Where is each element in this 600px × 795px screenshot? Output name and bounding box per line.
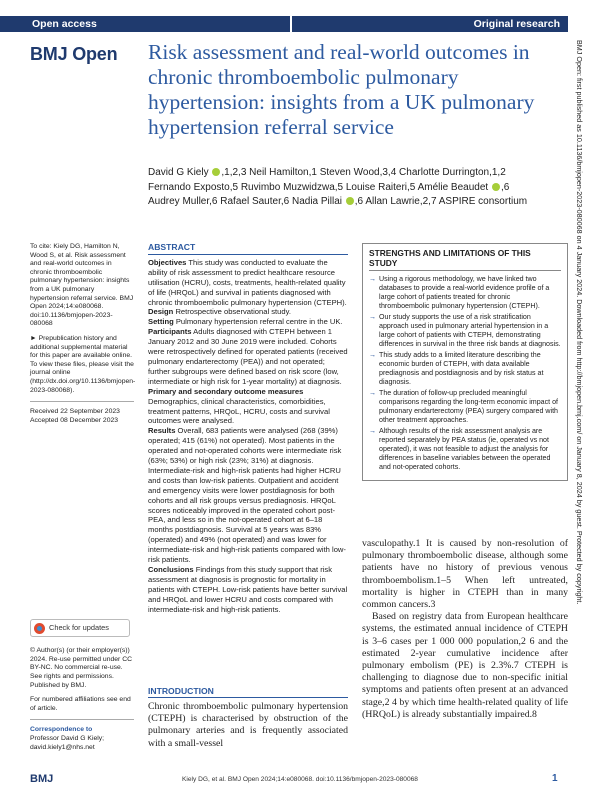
page-footer	[0, 770, 600, 792]
body-text-column	[362, 538, 568, 721]
abstract-heading: ABSTRACT	[148, 243, 348, 255]
objectives-label: Objectives	[148, 257, 187, 267]
abstract-design	[148, 307, 348, 317]
participants-label: Participants	[148, 327, 192, 337]
cite-info: To cite: Kiely DG, Hamilton N, Wood S, et al. Risk assessment and real-world outcomes in chronic thromboembolic pulmonary hypertension: insights from a UK pulmonary hypertension referral service. BMJ Open 2024;14:e080068. doi:10.1136/bmjopen-2023-080068	[30, 243, 134, 328]
open-access-label: Open access	[0, 16, 290, 32]
vertical-citation-text: BMJ Open: first published as 10.1136/bmjopen-2023-080068 on 4 January 2024. Downloaded from http://bmjopen.bmj.com/ on January 8, 2024 by guest. Protected by copyright.	[575, 40, 584, 605]
conclusions-text: Findings from this study support that risk assessment at diagnosis is prognostic for mortality in patients with CTEPH. Low-risk patients have better survival and HRQoL and lower HCRU and costs compared with intermediate-risk and high-risk patients.	[148, 565, 348, 614]
prepub-note: ► Prepublication history and additional supplemental material for this paper are available online. To view these files, please visit the journal online (http://dx.doi.org/10.1136/bmjopen-2023-080068).	[30, 334, 136, 394]
design-label: Design	[148, 307, 174, 317]
strengths-list	[369, 275, 561, 472]
list-item: → Using a rigorous methodology, we have linked two databases to provide a real-world evidence profile of a large cohort of patients treated for chronic thromboembolic pulmonary hypertension (CTEPH).	[369, 275, 561, 311]
abstract-results	[148, 426, 348, 565]
strengths-heading: STRENGTHS AND LIMITATIONS OF THIS STUDY	[369, 248, 561, 271]
list-item: → Although results of the risk assessment analysis are reported separately by PEA status (ie, operated vs not operated), it was not feasible to adjust the analysis for differences in baseline variables between the operated and not-operated cohorts.	[369, 427, 561, 472]
top-bar	[0, 0, 600, 34]
introduction-text: Chronic thromboembolic pulmonary hypertension (CTEPH) is characterised by obstruction of the pulmonary arteries and is frequently associated with a small-vessel	[148, 701, 348, 749]
setting-label: Setting	[148, 317, 174, 327]
conclusions-label: Conclusions	[148, 565, 194, 574]
measures-text: Demographics, clinical characteristics, comorbidities, treatment patterns, HRQoL, HCRU, costs and survival outcomes were analysed.	[148, 396, 330, 426]
participants-text: Adults diagnosed with CTEPH between 1 January 2012 and 30 June 2019 were included. Cohorts were retrospectively defined for operated patients (received pulmonary endarterectomy (PEA)) and not operated; further subgroups were defined based on risk score (low, intermediate or high risk for 1-year mortality) at diagnosis.	[148, 327, 348, 386]
sidebar-divider	[30, 401, 134, 402]
author-line-2-rest: ,6	[500, 181, 510, 193]
strengths-limitations-box	[362, 243, 568, 481]
results-text: Overall, 683 patients were analysed (268 (39%) operated; 415 (61%) not operated). Most patients in the operated and not-operated cohorts were intermediate risk (63%; 53%) or high risk (23%; 31%) at diagnosis. Intermediate-risk and high-risk patients had higher HCRU and costs than low-risk patients. Outpatient and accident and emergency visits were lower postdiagnosis for both cohorts and all risk groups versus prediagnosis. HRQoL scores noticeably improved in the operated cohort post-PEA, and less so in the not-operated cohort at 6–18 months postdiagnosis. Survival at 5 years was 83% (operated) and 49% (not operated) and was lower for intermediate-risk and high-risk patients compared with low-risk patients.	[148, 426, 346, 565]
author-line-2: Fernando Exposto,5 Ruvimbo Muzwidzwa,5 Louise Raiteri,5 Amélie Beaudet	[148, 181, 491, 193]
abstract-conclusions	[148, 565, 348, 615]
design-text: Retrospective observational study.	[173, 307, 291, 317]
list-item: → Our study supports the use of a risk stratification approach used in pulmonary arterial hypertension in a large cohort of patients with CTEPH, demonstrating differences in survival in the three risk bands at diagnosis.	[369, 313, 561, 349]
sidebar-divider	[30, 719, 134, 720]
author-line-3-rest: ,6 Allan Lawrie,2,7 ASPIRE consortium	[354, 196, 528, 207]
correspondence-info: Professor David G Kiely; david.kiely1@nhs.net	[30, 735, 105, 751]
accepted-date: Accepted 08 December 2023	[30, 416, 119, 424]
measures-label: Primary and secondary outcome measures	[148, 386, 304, 396]
copyright-note: © Author(s) (or their employer(s)) 2024. Re-use permitted under CC BY-NC. No commercial re-use. See rights and permissions. Published by BMJ.	[30, 647, 133, 689]
body-paragraph: Based on registry data from European healthcare systems, the estimated annual incidence of CTEPH is 3–6 cases per 1 000 000 population,2 6 and the estimated 2-year cumulative incidence after pulmonary embolism (PE) is 2.3%.7 CTEPH is challenging to diagnose due to non-specific initial symptoms and patients often present at an advanced stage,2 4 by which time health-related quality of life (HRQoL) is already substantially impaired.8	[362, 611, 568, 720]
results-label: Results	[148, 426, 176, 436]
list-item: → The duration of follow-up precluded meaningful comparisons regarding the long-term economic impact of pulmonary endarterectomy (PEA) surgery compared with other treatment approaches.	[369, 389, 561, 425]
author-list	[148, 166, 568, 210]
abstract-participants	[148, 327, 348, 386]
sidebar-spacer	[30, 425, 134, 611]
article-sidebar	[30, 243, 134, 752]
check-for-updates-button[interactable]	[30, 619, 130, 637]
author-line-1: David G Kiely	[148, 167, 212, 178]
abstract-setting	[148, 317, 348, 327]
journal-brand: BMJ Open	[30, 44, 118, 64]
vertical-citation-strip	[570, 40, 588, 780]
check-updates-label: Check for updates	[49, 622, 109, 632]
footer-logo: BMJ	[30, 773, 54, 785]
author-line-1-rest: ,1,2,3 Neil Hamilton,1 Steven Wood,3,4 Charlotte Durrington,1,2	[221, 167, 506, 178]
section-label: Original research	[292, 16, 568, 32]
crossmark-icon	[34, 623, 45, 634]
page-number: 1	[552, 773, 558, 784]
objectives-text: This study was conducted to evaluate the ability of risk assessment to predict healthcare resource utilisation (HCRU), costs, treatments, health-related quality of life (HRQoL) and survival in patients diagnosed with chronic thromboembolic pulmonary hypertension (CTEPH).	[148, 257, 347, 307]
abstract-section	[148, 243, 348, 615]
affiliations-note: For numbered affiliations see end of article.	[30, 696, 131, 712]
setting-text: Pulmonary hypertension referral centre in the UK.	[173, 317, 343, 327]
correspondence-heading: Correspondence to	[30, 726, 93, 734]
list-item: → This study adds to a limited literature describing the economic burden of CTEPH, with data available prediagnosis and postdiagnosis and by risk status at diagnosis.	[369, 351, 561, 387]
orcid-icon[interactable]	[492, 183, 500, 191]
abstract-objectives	[148, 258, 348, 308]
introduction-section	[148, 686, 348, 750]
received-date: Received 22 September 2023	[30, 408, 120, 416]
abstract-measures	[148, 387, 348, 427]
footer-citation: Kiely DG, et al. BMJ Open 2024;14:e080068. doi:10.1136/bmjopen-2023-080068	[182, 776, 418, 783]
orcid-icon[interactable]	[346, 197, 354, 205]
author-line-3: Audrey Muller,6 Rafael Sauter,6 Nadia Pillai	[148, 196, 345, 207]
body-paragraph: vasculopathy.1 It is caused by non-resolution of pulmonary thromboembolic disease, although some patients have no history of previous venous thromboembolism.1–5 When left untreated, mortality is higher in CTEPH than in many common cancers.3	[362, 538, 568, 611]
introduction-heading: INTRODUCTION	[148, 686, 348, 698]
orcid-icon[interactable]	[212, 168, 220, 176]
article-title: Risk assessment and real-world outcomes in chronic thromboembolic pulmonary hypertension: insights from a UK pulmonary hypertension referral service	[148, 40, 535, 139]
